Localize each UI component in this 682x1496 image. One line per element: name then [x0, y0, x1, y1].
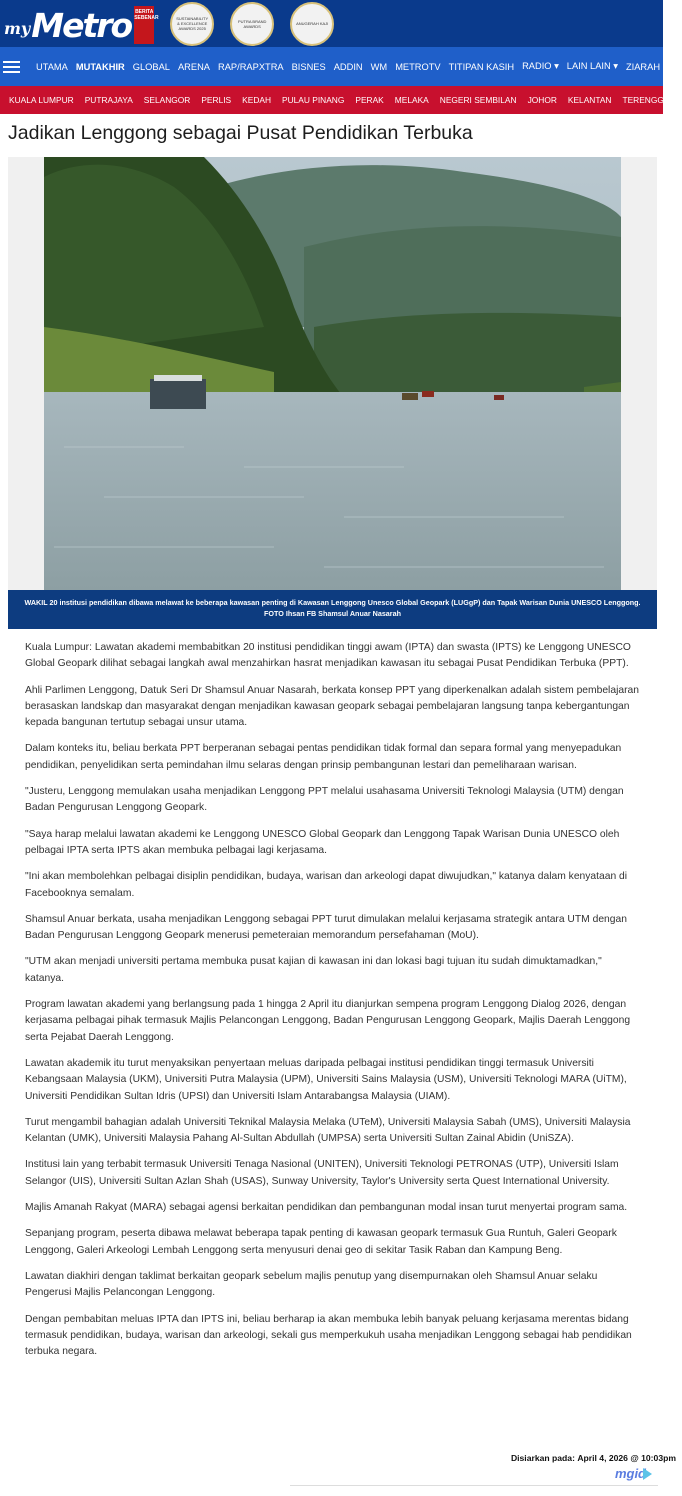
region-item-perak[interactable]: PERAK — [355, 95, 384, 105]
nav-item-arena[interactable]: ARENA — [177, 61, 210, 72]
article-paragraph: "UTM akan menjadi universiti pertama membuka pusat kajian di kawasan ini dan lokasi bagi tujuan itu sudah dimuktamadkan," katanya. — [25, 956, 602, 984]
footer-divider — [290, 1485, 658, 1486]
article-body — [25, 640, 643, 1370]
nav-item-mutakhir[interactable]: MUTAKHIR — [75, 61, 125, 72]
article-photo-frame — [8, 157, 657, 590]
article-paragraph: "Saya harap melalui lawatan akademi ke Lenggong UNESCO Global Geopark dan Lenggong Tapak Warisan Dunia UNESCO oleh pelbagai IPTA serta IPTS akan membuka pelbagai lagi kerjasama. — [25, 828, 620, 856]
article-paragraph: Sepanjang program, peserta dibawa melawat beberapa tapak penting di kawasan geopark termasuk Gua Runtuh, Galeri Geopark Lenggong, Galeri Arkeologi Lembah Lenggong serta menyusuri denai geo di sekitar Tasik Raban dan Kampung Beng. — [25, 1228, 617, 1256]
logo-tagline: BERITA SEBENAR — [134, 6, 154, 44]
article-paragraph: Program lawatan akademi yang berlangsung pada 1 hingga 2 April itu dianjurkan sempena program Lenggong Dialog 2026, dengan kerjasama pelbagai pihak termasuk Majlis Pelancongan Lenggong, Badan Pengurusan Lenggong Geopark, Majlis Daerah Lenggong serta Pejabat Daerah Lenggong. — [25, 999, 631, 1043]
region-item-melaka[interactable]: MELAKA — [394, 95, 429, 105]
article-paragraph: Shamsul Anuar berkata, usaha menjadikan Lenggong sebagai PPT turut dimulakan melalui kerjasama strategik antara UTM dengan Badan Pengurusan Lenggong Geopark menerusi pemeteraian memorandum persefahaman (MoU). — [25, 913, 627, 942]
nav-item-metrotv[interactable]: METROTV — [395, 61, 441, 72]
nav-item-rap[interactable]: RAP/RAPXTRA — [218, 61, 284, 72]
region-item-pulau-pinang[interactable]: PULAU PINANG — [282, 95, 345, 105]
photo-caption: WAKIL 20 institusi pendidikan dibawa melawat ke beberapa kawasan penting di Kawasan Lenggong Unesco Global Geopark (LUGgP) dan Tapak Warisan Dunia UNESCO Lenggong. FOTO Ihsan FB Shamsul Anuar Nasarah — [8, 590, 657, 629]
article-paragraph: Ahli Parlimen Lenggong, Datuk Seri Dr Shamsul Anuar Nasarah, berkata konsep PPT yang diperkenalkan adalah sistem pembelajaran berasaskan landskap dan masyarakat dengan menjadikan kawasan geopark sebagai pembelajaran langsung tanpa kebergantungan kepada bangunan tertutup sebagai unsur utama. — [25, 684, 639, 729]
posted-timestamp — [511, 1453, 676, 1463]
region-item-johor[interactable]: JOHOR — [527, 95, 557, 105]
putra-brand-award-badge: PUTRA BRAND AWARDS — [230, 2, 274, 46]
article-paragraph: "Ini akan membolehkan pelbagai disiplin pendidikan, budaya, warisan dan arkeologi dapat diwujudkan," katanya dalam kenyataan di Facebooknya semalam. — [25, 871, 628, 899]
article-paragraph: Dengan pembabitan meluas IPTA dan IPTS ini, beliau berharap ia akan membuka lebih banyak peluang kerjasama merentas bidang termasuk pendidikan, budaya, warisan dan arkeologi, sekali gus memperkukuh usaha menjadikan Lenggong sebagai hab pendidikan terbuka negara. — [25, 1313, 632, 1358]
site-logo[interactable] — [4, 4, 159, 45]
region-item-kelantan[interactable]: KELANTAN — [567, 95, 612, 105]
hamburger-menu-icon[interactable] — [3, 61, 20, 73]
region-item-kedah[interactable]: KEDAH — [242, 95, 271, 105]
logo-my-text: my — [4, 18, 31, 38]
article-paragraph: Majlis Amanah Rakyat (MARA) sebagai agensi berkaitan pendidikan dan pembangunan modal insan turut menyertai program sama. — [25, 1202, 628, 1214]
mgid-logo[interactable]: mgid — [614, 1466, 646, 1481]
nav-item-wm[interactable]: WM — [370, 61, 388, 72]
article-photo[interactable] — [44, 157, 621, 590]
region-nav — [0, 86, 682, 114]
region-item-selangor[interactable]: SELANGOR — [143, 95, 191, 105]
article-paragraph: Lawatan akademik itu turut menyaksikan penyertaan meluas daripada pelbagai institusi pendidikan tinggi termasuk Universiti Kebangsaan Malaysia (UKM), Universiti Putra Malaysia (UPM), Universiti Sains Malaysia (USM), Universiti Teknologi MARA (UiTM), Universiti Pendidikan Sultan Idris (UPSI) dan Universiti Islam Antarabangsa Malaysia (UIAM). — [25, 1057, 627, 1102]
article-paragraph: Dalam konteks itu, beliau berkata PPT berperanan sebagai pentas pendidikan tidak formal dan separa formal yang menyepadukan pendidikan, penyelidikan serta pemindahan ilmu selaras dengan prinsip pembangunan lestari dan pemeliharaan warisan. — [25, 743, 622, 771]
article-paragraph: "Justeru, Lenggong memulakan usaha menjadikan Lenggong PPT melalui usahasama Universiti Teknologi Malaysia (UTM) dengan Badan Pengurusan Lenggong Geopark. — [25, 786, 624, 814]
nav-item-titipan-kasih[interactable]: TITIPAN KASIH — [448, 61, 515, 72]
nav-item-radio[interactable]: RADIO ▾ — [522, 61, 559, 71]
nav-item-utama[interactable]: UTAMA — [36, 61, 68, 72]
sustainability-award-badge: SUSTAINABILITY & EXCELLENCE AWARDS 2025 — [170, 2, 214, 46]
article-paragraph: Kuala Lumpur: Lawatan akademi membabitkan 20 institusi pendidikan tinggi awam (IPTA) dan swasta (IPTS) ke Lenggong UNESCO Global Geopark dilihat sebagai langkah awal menzahirkan hasrat menjadikan kawasan itu sebagai Pusat Pendidikan Terbuka (PPT). — [25, 642, 631, 670]
award-badges — [170, 2, 334, 46]
logo-metro-text: Metro — [31, 5, 132, 45]
nav-item-bisnes[interactable]: BISNES — [291, 61, 326, 72]
site-header — [0, 0, 663, 47]
region-item-terengganu[interactable]: TERENGGANU — [622, 95, 682, 105]
nav-item-ziarah[interactable]: ZIARAH — [625, 61, 661, 72]
article-paragraph: Lawatan diakhiri dengan taklimat berkaitan geopark sebelum majlis penutup yang disempurnakan oleh Shamsul Anuar selaku Pengerusi Majlis Pelancongan Lenggong. — [25, 1270, 598, 1299]
article-title: Jadikan Lenggong sebagai Pusat Pendidikan Terbuka — [8, 122, 473, 144]
anugerah-kaji-badge: ANUGERAH KAJI — [290, 2, 334, 46]
nav-item-addin[interactable]: ADDIN — [333, 61, 363, 72]
mgid-play-icon[interactable] — [643, 1468, 652, 1480]
article-paragraph: Turut mengambil bahagian adalah Universiti Teknikal Malaysia Melaka (UTeM), Universiti Malaysia Sabah (UMS), Universiti Malaysia Kelantan (UMK), Universiti Malaysia Pahang Al-Sultan Abdullah (UMPSA) serta Universiti Sultan Zainal Abidin (UniSZA). — [25, 1116, 631, 1145]
nav-item-global[interactable]: GLOBAL — [132, 61, 170, 72]
region-item-negeri-sembilan[interactable]: NEGERI SEMBILAN — [439, 95, 517, 105]
region-item-perlis[interactable]: PERLIS — [201, 95, 232, 105]
posted-label: Disiarkan pada: — [510, 1453, 575, 1463]
article-paragraph: Institusi lain yang terbabit termasuk Universiti Tenaga Nasional (UNITEN), Universiti Teknologi PETRONAS (UTP), Universiti Islam Selangor (UIS), Universiti Sultan Azlan Shah (USAS), Sunway University, Taylor's University serta Quest International University. — [25, 1159, 619, 1187]
region-item-kuala-lumpur[interactable]: KUALA LUMPUR — [9, 95, 74, 105]
main-nav — [0, 47, 663, 86]
region-item-putrajaya[interactable]: PUTRAJAYA — [84, 95, 133, 105]
posted-value: April 4, 2026 @ 10:03pm — [577, 1453, 676, 1463]
nav-item-lain-lain[interactable]: LAIN LAIN ▾ — [566, 61, 618, 71]
